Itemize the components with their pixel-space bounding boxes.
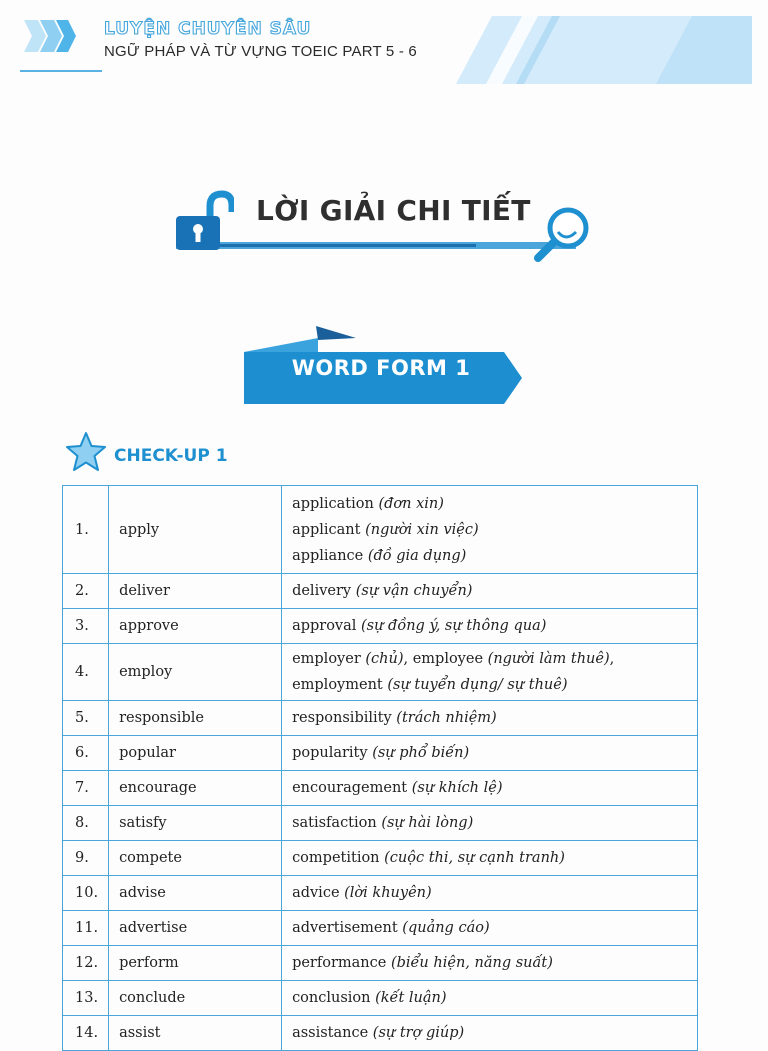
row-number: 2.	[63, 574, 109, 609]
vietnamese-meaning: (sự trợ giúp)	[372, 1025, 465, 1041]
derived-forms	[282, 911, 698, 946]
derived-word: popularity	[292, 745, 373, 761]
book-subtitle: NGỮ PHÁP VÀ TỪ VỰNG TOEIC PART 5 - 6	[104, 43, 417, 60]
chevron-logo-icon	[22, 16, 82, 56]
row-number: 12.	[63, 946, 109, 981]
derived-form	[292, 677, 567, 693]
vietnamese-meaning: (lời khuyên)	[344, 885, 432, 901]
table-row	[63, 771, 698, 806]
derived-form	[292, 491, 687, 517]
derived-form	[292, 990, 446, 1006]
vietnamese-meaning: (sự hài lòng)	[381, 815, 474, 831]
row-number: 5.	[63, 701, 109, 736]
table-row	[63, 701, 698, 736]
row-number: 8.	[63, 806, 109, 841]
derived-word: competition	[292, 850, 385, 866]
base-word: popular	[109, 736, 282, 771]
base-word: deliver	[109, 574, 282, 609]
derived-forms	[282, 736, 698, 771]
base-word: perform	[109, 946, 282, 981]
table-row	[63, 644, 698, 701]
derived-form	[292, 583, 472, 599]
padlock-icon	[174, 188, 234, 258]
derived-forms	[282, 644, 698, 701]
row-number: 3.	[63, 609, 109, 644]
derived-word: conclusion	[292, 990, 376, 1006]
derived-forms	[282, 1016, 698, 1051]
base-word: advise	[109, 876, 282, 911]
derived-forms	[282, 841, 698, 876]
derived-form	[292, 651, 413, 667]
section-title: WORD FORM 1	[291, 356, 471, 380]
word-form-table	[62, 485, 698, 1051]
derived-word: employment	[292, 677, 388, 693]
derived-form	[292, 815, 473, 831]
derived-form	[292, 1025, 464, 1041]
derived-forms	[282, 981, 698, 1016]
section-banner	[240, 322, 530, 408]
derived-forms	[282, 486, 698, 574]
table-row	[63, 486, 698, 574]
base-word: advertise	[109, 911, 282, 946]
derived-word: assistance	[292, 1025, 373, 1041]
base-word: compete	[109, 841, 282, 876]
derived-word: responsibility	[292, 710, 397, 726]
base-word: apply	[109, 486, 282, 574]
base-word: assist	[109, 1016, 282, 1051]
row-number: 4.	[63, 644, 109, 701]
table-row	[63, 806, 698, 841]
header-banner	[452, 16, 752, 84]
vietnamese-meaning: (quảng cáo)	[402, 920, 490, 936]
star-icon	[64, 431, 108, 473]
derived-form	[292, 955, 553, 971]
derived-forms	[282, 876, 698, 911]
row-number: 14.	[63, 1016, 109, 1051]
row-number: 1.	[63, 486, 109, 574]
vietnamese-meaning: (trách nhiệm)	[396, 710, 497, 726]
base-word: employ	[109, 644, 282, 701]
derived-form	[292, 543, 687, 569]
row-number: 11.	[63, 911, 109, 946]
derived-form	[292, 618, 546, 634]
base-word: encourage	[109, 771, 282, 806]
vietnamese-meaning: (kết luận)	[375, 990, 447, 1006]
derived-form	[292, 745, 469, 761]
derived-forms	[282, 946, 698, 981]
derived-form	[292, 517, 687, 543]
vietnamese-meaning: (sự khích lệ)	[411, 780, 503, 796]
separator: ,	[609, 651, 615, 667]
table-row	[63, 946, 698, 981]
derived-word: delivery	[292, 583, 356, 599]
table-row	[63, 609, 698, 644]
vietnamese-meaning: (biểu hiện, năng suất)	[390, 955, 553, 971]
table-row	[63, 911, 698, 946]
derived-word: advice	[292, 885, 345, 901]
vietnamese-meaning: (người xin việc)	[365, 521, 479, 538]
derived-form	[292, 710, 497, 726]
derived-form	[292, 920, 490, 936]
vietnamese-meaning: (đồ gia dụng)	[367, 547, 467, 564]
derived-word: advertisement	[292, 920, 403, 936]
base-word: approve	[109, 609, 282, 644]
derived-word: appliance	[292, 547, 368, 564]
page-title: LỜI GIẢI CHI TIẾT	[256, 194, 531, 227]
table-row	[63, 1016, 698, 1051]
vietnamese-meaning: (người làm thuê)	[487, 651, 610, 667]
magnifier-icon	[532, 202, 596, 266]
derived-form	[413, 651, 615, 667]
checkup-label: CHECK-UP 1	[114, 446, 228, 466]
vietnamese-meaning: (sự vận chuyển)	[355, 583, 473, 599]
table-row	[63, 876, 698, 911]
table-row	[63, 736, 698, 771]
header-divider	[20, 70, 102, 72]
base-word: satisfy	[109, 806, 282, 841]
derived-form	[292, 885, 432, 901]
vietnamese-meaning: (sự đồng ý, sự thông qua)	[361, 618, 547, 634]
table-row	[63, 574, 698, 609]
solutions-heading	[170, 190, 610, 270]
vietnamese-meaning: (đơn xin)	[378, 495, 444, 512]
separator: ,	[403, 651, 413, 667]
base-word: responsible	[109, 701, 282, 736]
row-number: 9.	[63, 841, 109, 876]
derived-word: encouragement	[292, 780, 412, 796]
row-number: 10.	[63, 876, 109, 911]
row-number: 6.	[63, 736, 109, 771]
derived-word: applicant	[292, 521, 366, 538]
series-title: LUYỆN CHUYÊN SÂU	[104, 19, 312, 39]
derived-forms	[282, 701, 698, 736]
vietnamese-meaning: (sự tuyển dụng/ sự thuê)	[387, 677, 568, 693]
derived-word: application	[292, 495, 379, 512]
row-number: 13.	[63, 981, 109, 1016]
derived-word: approval	[292, 618, 362, 634]
derived-word: employee	[412, 651, 488, 667]
base-word: conclude	[109, 981, 282, 1016]
table-row	[63, 981, 698, 1016]
vietnamese-meaning: (cuộc thi, sự cạnh tranh)	[384, 850, 565, 866]
derived-word: employer	[292, 651, 366, 667]
derived-word: satisfaction	[292, 815, 382, 831]
derived-form	[292, 850, 565, 866]
derived-word: performance	[292, 955, 391, 971]
word-form-table-body	[63, 486, 698, 1051]
derived-forms	[282, 574, 698, 609]
vietnamese-meaning: (sự phổ biến)	[372, 745, 470, 761]
vietnamese-meaning: (chủ)	[365, 651, 404, 667]
table-row	[63, 841, 698, 876]
row-number: 7.	[63, 771, 109, 806]
derived-forms	[282, 806, 698, 841]
derived-forms	[282, 609, 698, 644]
derived-form	[292, 780, 502, 796]
derived-forms	[282, 771, 698, 806]
